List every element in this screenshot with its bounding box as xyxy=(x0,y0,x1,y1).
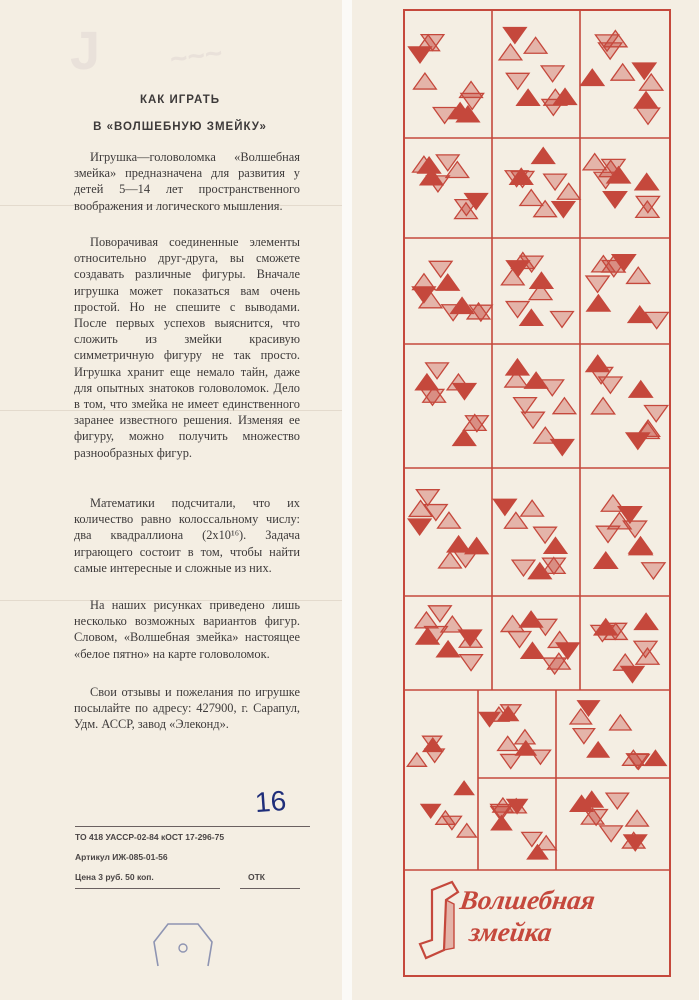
snake-segment xyxy=(414,73,437,89)
paragraph-address: Свои отзывы и пожелания по игрушке посылайте по адресу: 427900, г. Сарапул, Удм. АССР, завод «Элеконд». xyxy=(74,685,300,732)
snake-segment xyxy=(501,616,524,632)
snake-segment xyxy=(626,810,649,826)
snake-figure xyxy=(586,355,668,449)
snake-figure xyxy=(409,35,484,124)
snake-segment xyxy=(635,613,658,629)
heading-line2: В «ВОЛШЕБНУЮ ЗМЕЙКУ» xyxy=(93,121,267,133)
snake-figure xyxy=(586,255,668,329)
logo-text xyxy=(454,884,693,948)
snake-segment xyxy=(506,73,529,89)
snake-segment xyxy=(581,69,604,85)
snake-figure xyxy=(479,705,550,769)
snake-segment xyxy=(606,793,629,809)
snake-segment xyxy=(642,563,665,579)
snake-segment xyxy=(600,826,623,842)
snake-figure xyxy=(416,363,489,446)
snake-segment xyxy=(586,276,609,292)
snake-segment xyxy=(591,398,614,414)
snake-figure xyxy=(591,613,659,682)
snake-segment xyxy=(413,274,436,290)
snake-figure xyxy=(413,155,488,219)
snake-segment xyxy=(508,632,531,648)
snake-segment xyxy=(534,427,557,443)
snake-segment xyxy=(553,398,576,414)
snake-figure xyxy=(570,791,648,850)
snake-segment xyxy=(408,519,431,535)
snake-segment xyxy=(520,309,543,325)
handwritten-number: 16 xyxy=(253,784,288,819)
snake-segment xyxy=(494,499,517,515)
snake-segment xyxy=(636,648,659,664)
snake-segment xyxy=(532,148,555,164)
snake-segment xyxy=(594,552,617,568)
snake-segment xyxy=(522,832,542,846)
snake-segment xyxy=(598,43,621,59)
snake-figure xyxy=(407,736,476,837)
snake-segment xyxy=(586,355,609,371)
snake-segment xyxy=(455,781,474,794)
logo-line2: змейка xyxy=(467,917,554,947)
snake-segment xyxy=(407,753,426,766)
footer-standard: ТО 418 УАССР-02-84 кОСТ 17-296-75 xyxy=(75,832,225,842)
show-through-logo: J xyxy=(70,21,101,81)
snake-segment xyxy=(610,715,632,730)
snake-segment xyxy=(499,44,522,60)
snake-segment xyxy=(460,655,483,671)
snake-segment xyxy=(611,64,634,80)
snake-segment xyxy=(447,536,470,552)
snake-segment xyxy=(587,742,609,757)
snake-segment xyxy=(524,37,547,53)
logo-line1: Волшебная xyxy=(458,885,598,915)
snake-segment xyxy=(514,398,537,414)
snake-figure xyxy=(583,154,659,218)
show-through-logo: ~~~ xyxy=(167,36,225,77)
snake-figure xyxy=(570,701,666,770)
snake-segment xyxy=(501,754,521,768)
snake-segment xyxy=(421,804,440,817)
snake-segment xyxy=(517,89,540,105)
snake-figure xyxy=(505,359,576,455)
heading-line1: КАК ИГРАТЬ xyxy=(139,94,220,106)
snake-segment xyxy=(635,174,658,190)
snake-figure xyxy=(408,490,488,568)
footer-otk: ОТК xyxy=(248,872,265,882)
snake-segment xyxy=(515,730,535,744)
snake-segment xyxy=(541,66,564,82)
paragraph-math: Математики подсчитали, что их количество равно колоссальному числу: два квадраллиона (2x10¹⁶). Задача играющего состоит в том, чтобы найти самые интересные и сложные из них. xyxy=(74,496,300,575)
snake-segment xyxy=(573,729,595,744)
snake-segment xyxy=(614,654,637,670)
snake-segment xyxy=(530,750,550,764)
snake-figure xyxy=(594,495,665,579)
snake-figure xyxy=(501,253,573,328)
snake-segment xyxy=(636,108,659,124)
snake-figure xyxy=(505,148,580,218)
snake-segment xyxy=(636,201,659,217)
snake-figure xyxy=(499,27,576,115)
snake-segment xyxy=(425,749,444,762)
snake-segment xyxy=(437,641,460,657)
snake-segment xyxy=(599,377,622,393)
snake-segment xyxy=(629,381,652,397)
snake-figure xyxy=(581,31,663,125)
snake-segment xyxy=(457,824,476,837)
snake-figure xyxy=(415,606,482,671)
snake-segment xyxy=(627,267,650,283)
footer-price: Цена 3 руб. 50 коп. xyxy=(75,872,154,882)
snake-segment xyxy=(453,430,476,446)
paragraph-intro: Игрушка—головоломка «Волшебная змейка» предназначена для развития у детей 5—14 лет пространственного воображения и логического мышления. xyxy=(74,150,300,213)
snake-segment xyxy=(460,82,483,98)
snake-figure xyxy=(494,499,567,578)
snake-segment xyxy=(453,384,476,400)
snake-segment xyxy=(504,27,527,43)
snake-segment xyxy=(551,311,574,327)
snake-segment xyxy=(520,190,543,206)
paragraph-how-to: Поворачивая соединенные элементы относительно друг-друга, вы сможете создавать различные фигуры. Вначале игрушка может показаться вам очень простой. Но не спешите с выводами. После первых успехов выяснится, что сложить из змейки красивую симметричную фигуру не так просто. Игрушка хранит еще немало тайн, даже для опытных знатоков головоломок. Дело в том, что змейка не имеет единственного заранее известного решения. Изменяя ее фигуру, можно получить множество разнообразных фигур. xyxy=(74,235,300,460)
snake-segment xyxy=(521,642,544,658)
snake-figure xyxy=(491,798,557,859)
snake-segment xyxy=(544,174,567,190)
snake-segment xyxy=(506,302,529,318)
snake-segment xyxy=(634,92,657,108)
snake-segment xyxy=(629,538,652,554)
snake-segment xyxy=(438,512,461,528)
snake-segment xyxy=(603,192,626,208)
paragraph-figures: На наших рисунках приведено лишь несколько возможных вариантов фигур. Словом, «Волшебная змейка» настоящее «белое пятно» на карте головоломок. xyxy=(74,598,300,661)
snake-segment xyxy=(645,750,667,765)
snake-segment xyxy=(521,500,544,516)
snake-segment xyxy=(557,183,580,199)
footer-article: Артикул ИЖ-085-01-56 xyxy=(75,852,168,862)
snake-figure xyxy=(412,261,492,321)
snake-segment xyxy=(587,295,610,311)
snake-figure xyxy=(501,611,579,674)
